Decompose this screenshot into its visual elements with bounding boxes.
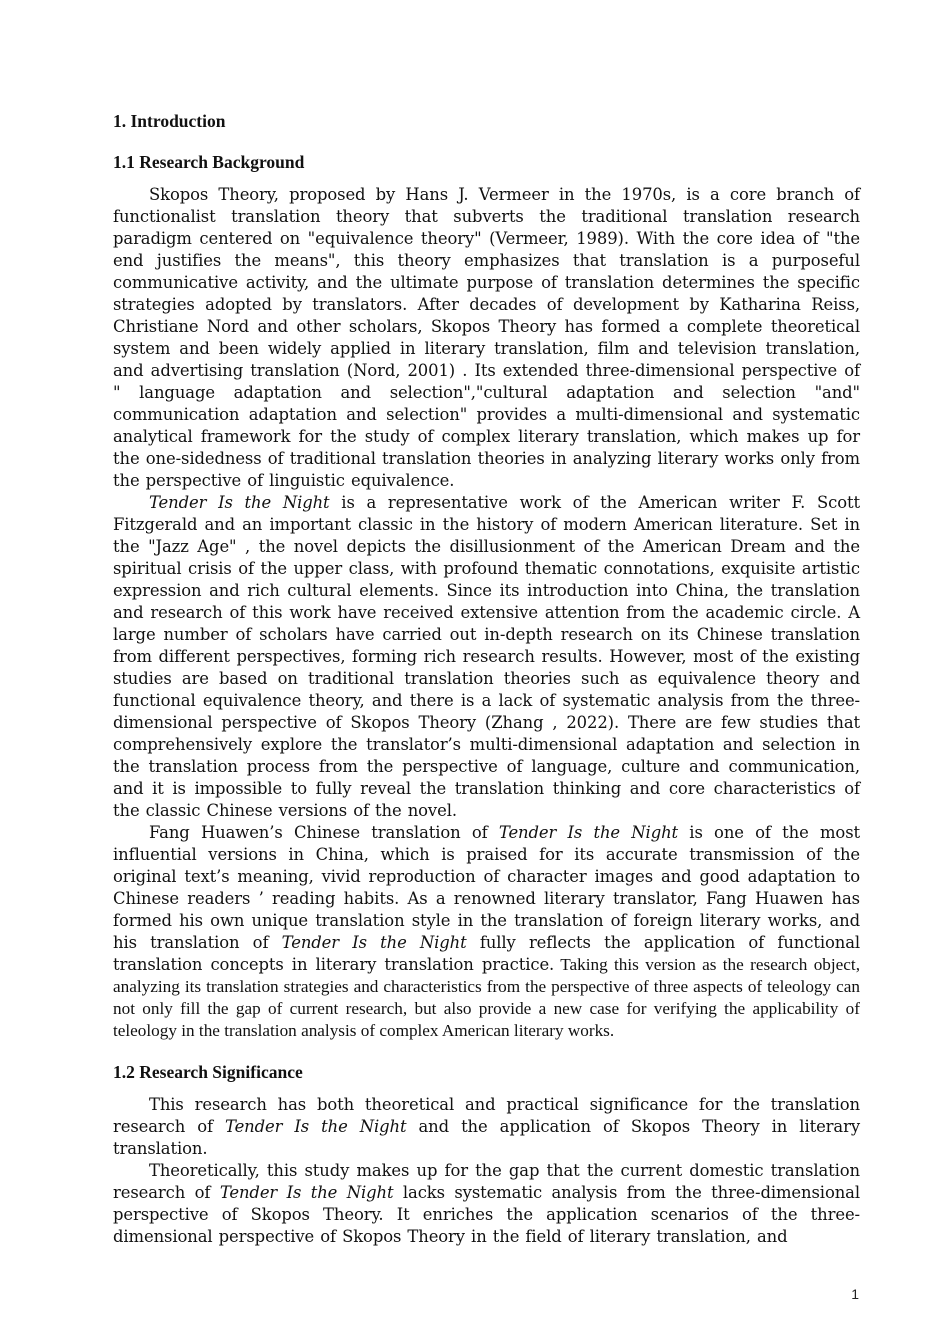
subsection-heading-background: 1.1 Research Background bbox=[113, 152, 305, 172]
novel-title: Tender Is the Night bbox=[225, 1117, 407, 1136]
background-paragraph-3-text-b: is one of the most influential versions in China, which is praised for its accurate transmission of the original text’s meaning, vivid reproduction of character images and good adaptation to Chinese readers ’ reading habits. As a renowned literary translator, Fang Huawen has formed his own unique translation style in the translation of foreign literary works, and his translation of bbox=[113, 823, 860, 952]
novel-title: Tender Is the Night bbox=[219, 1183, 394, 1202]
background-paragraph-3-text-c: fully reflects the application of functional translation concepts in literary translation practice. bbox=[113, 933, 861, 974]
background-paragraph-3 bbox=[113, 822, 860, 1042]
background-paragraph-3-text-d: Taking this version as the research object, analyzing its translation strategies and characteristics from the perspective of three aspects of teleology can not only fill the gap of current research, but also provide a new case for verifying the applicability of teleology in the translation analysis of complex American literary works. bbox=[113, 955, 860, 1040]
novel-title: Tender Is the Night bbox=[149, 493, 330, 512]
subsection-heading-significance: 1.2 Research Significance bbox=[113, 1062, 303, 1082]
significance-paragraph-1-text-b: and the application of Skopos Theory in literary translation. bbox=[113, 1117, 860, 1158]
significance-paragraph-1-text-a: This research has both theoretical and practical significance for the translation research of bbox=[113, 1095, 860, 1136]
background-paragraph-1 bbox=[113, 184, 860, 492]
document-page bbox=[113, 110, 860, 1248]
background-paragraph-3-text-a: Fang Huawen’s Chinese translation of bbox=[149, 823, 499, 842]
section-gap bbox=[113, 1042, 860, 1061]
significance-paragraph-2-text-b: lacks systematic analysis from the three-dimensional perspective of Skopos Theory. It enriches the application scenarios of the three-dimensional perspective of Skopos Theory in the field of literary translation, and bbox=[113, 1183, 860, 1246]
significance-paragraph-2 bbox=[113, 1160, 860, 1248]
page-number: 1 bbox=[851, 1286, 859, 1302]
background-paragraph-2-text: is a representative work of the American writer F. Scott Fitzgerald and an important classic in the history of modern American literature. Set in the "Jazz Age" , the novel depicts the disillusionment of the American Dream and the spiritual crisis of the upper class, with profound thematic connotations, exquisite artistic expression and rich cultural elements. Since its introduction into China, the translation and research of this work have received extensive attention from the academic circle. A large number of scholars have carried out in-depth research on its Chinese translation from different perspectives, forming rich research results. However, most of the existing studies are based on traditional translation theories such as equivalence theory and functional equivalence theory, and there is a lack of systematic analysis from the three-dimensional perspective of Skopos Theory (Zhang , 2022). There are few studies that comprehensively explore the translator’s multi-dimensional adaptation and selection in the translation process from the perspective of language, culture and communication, and it is impossible to fully reveal the translation thinking and core characteristics of the classic Chinese versions of the novel. bbox=[113, 493, 860, 820]
significance-paragraph-2-text-a: Theoretically, this study makes up for the gap that the current domestic translation research of bbox=[113, 1161, 860, 1202]
significance-paragraph-1 bbox=[113, 1094, 860, 1160]
novel-title: Tender Is the Night bbox=[498, 823, 679, 842]
background-paragraph-2 bbox=[113, 492, 860, 822]
section-heading-introduction: 1. Introduction bbox=[113, 111, 226, 131]
background-paragraph-1-text: Skopos Theory, proposed by Hans J. Vermeer in the 1970s, is a core branch of functionalist translation theory that subverts the traditional translation research paradigm centered on "equivalence theory" (Vermeer, 1989). With the core idea of "the end justifies the means", this theory emphasizes that translation is a purposeful communicative activity, and the ultimate purpose of translation determines the specific strategies adopted by translators. After decades of development by Katharina Reiss, Christiane Nord and other scholars, Skopos Theory has formed a complete theoretical system and been widely applied in literary translation, film and television translation, and advertising translation (Nord, 2001) . Its extended three-dimensional perspective of " language adaptation and selection","cultural adaptation and selection "and" communication adaptation and selection" provides a multi-dimensional and systematic analytical framework for the study of complex literary translation, which makes up for the one-sidedness of traditional translation theories in analyzing literary works only from the perspective of linguistic equivalence. bbox=[113, 185, 860, 490]
novel-title: Tender Is the Night bbox=[281, 933, 467, 952]
